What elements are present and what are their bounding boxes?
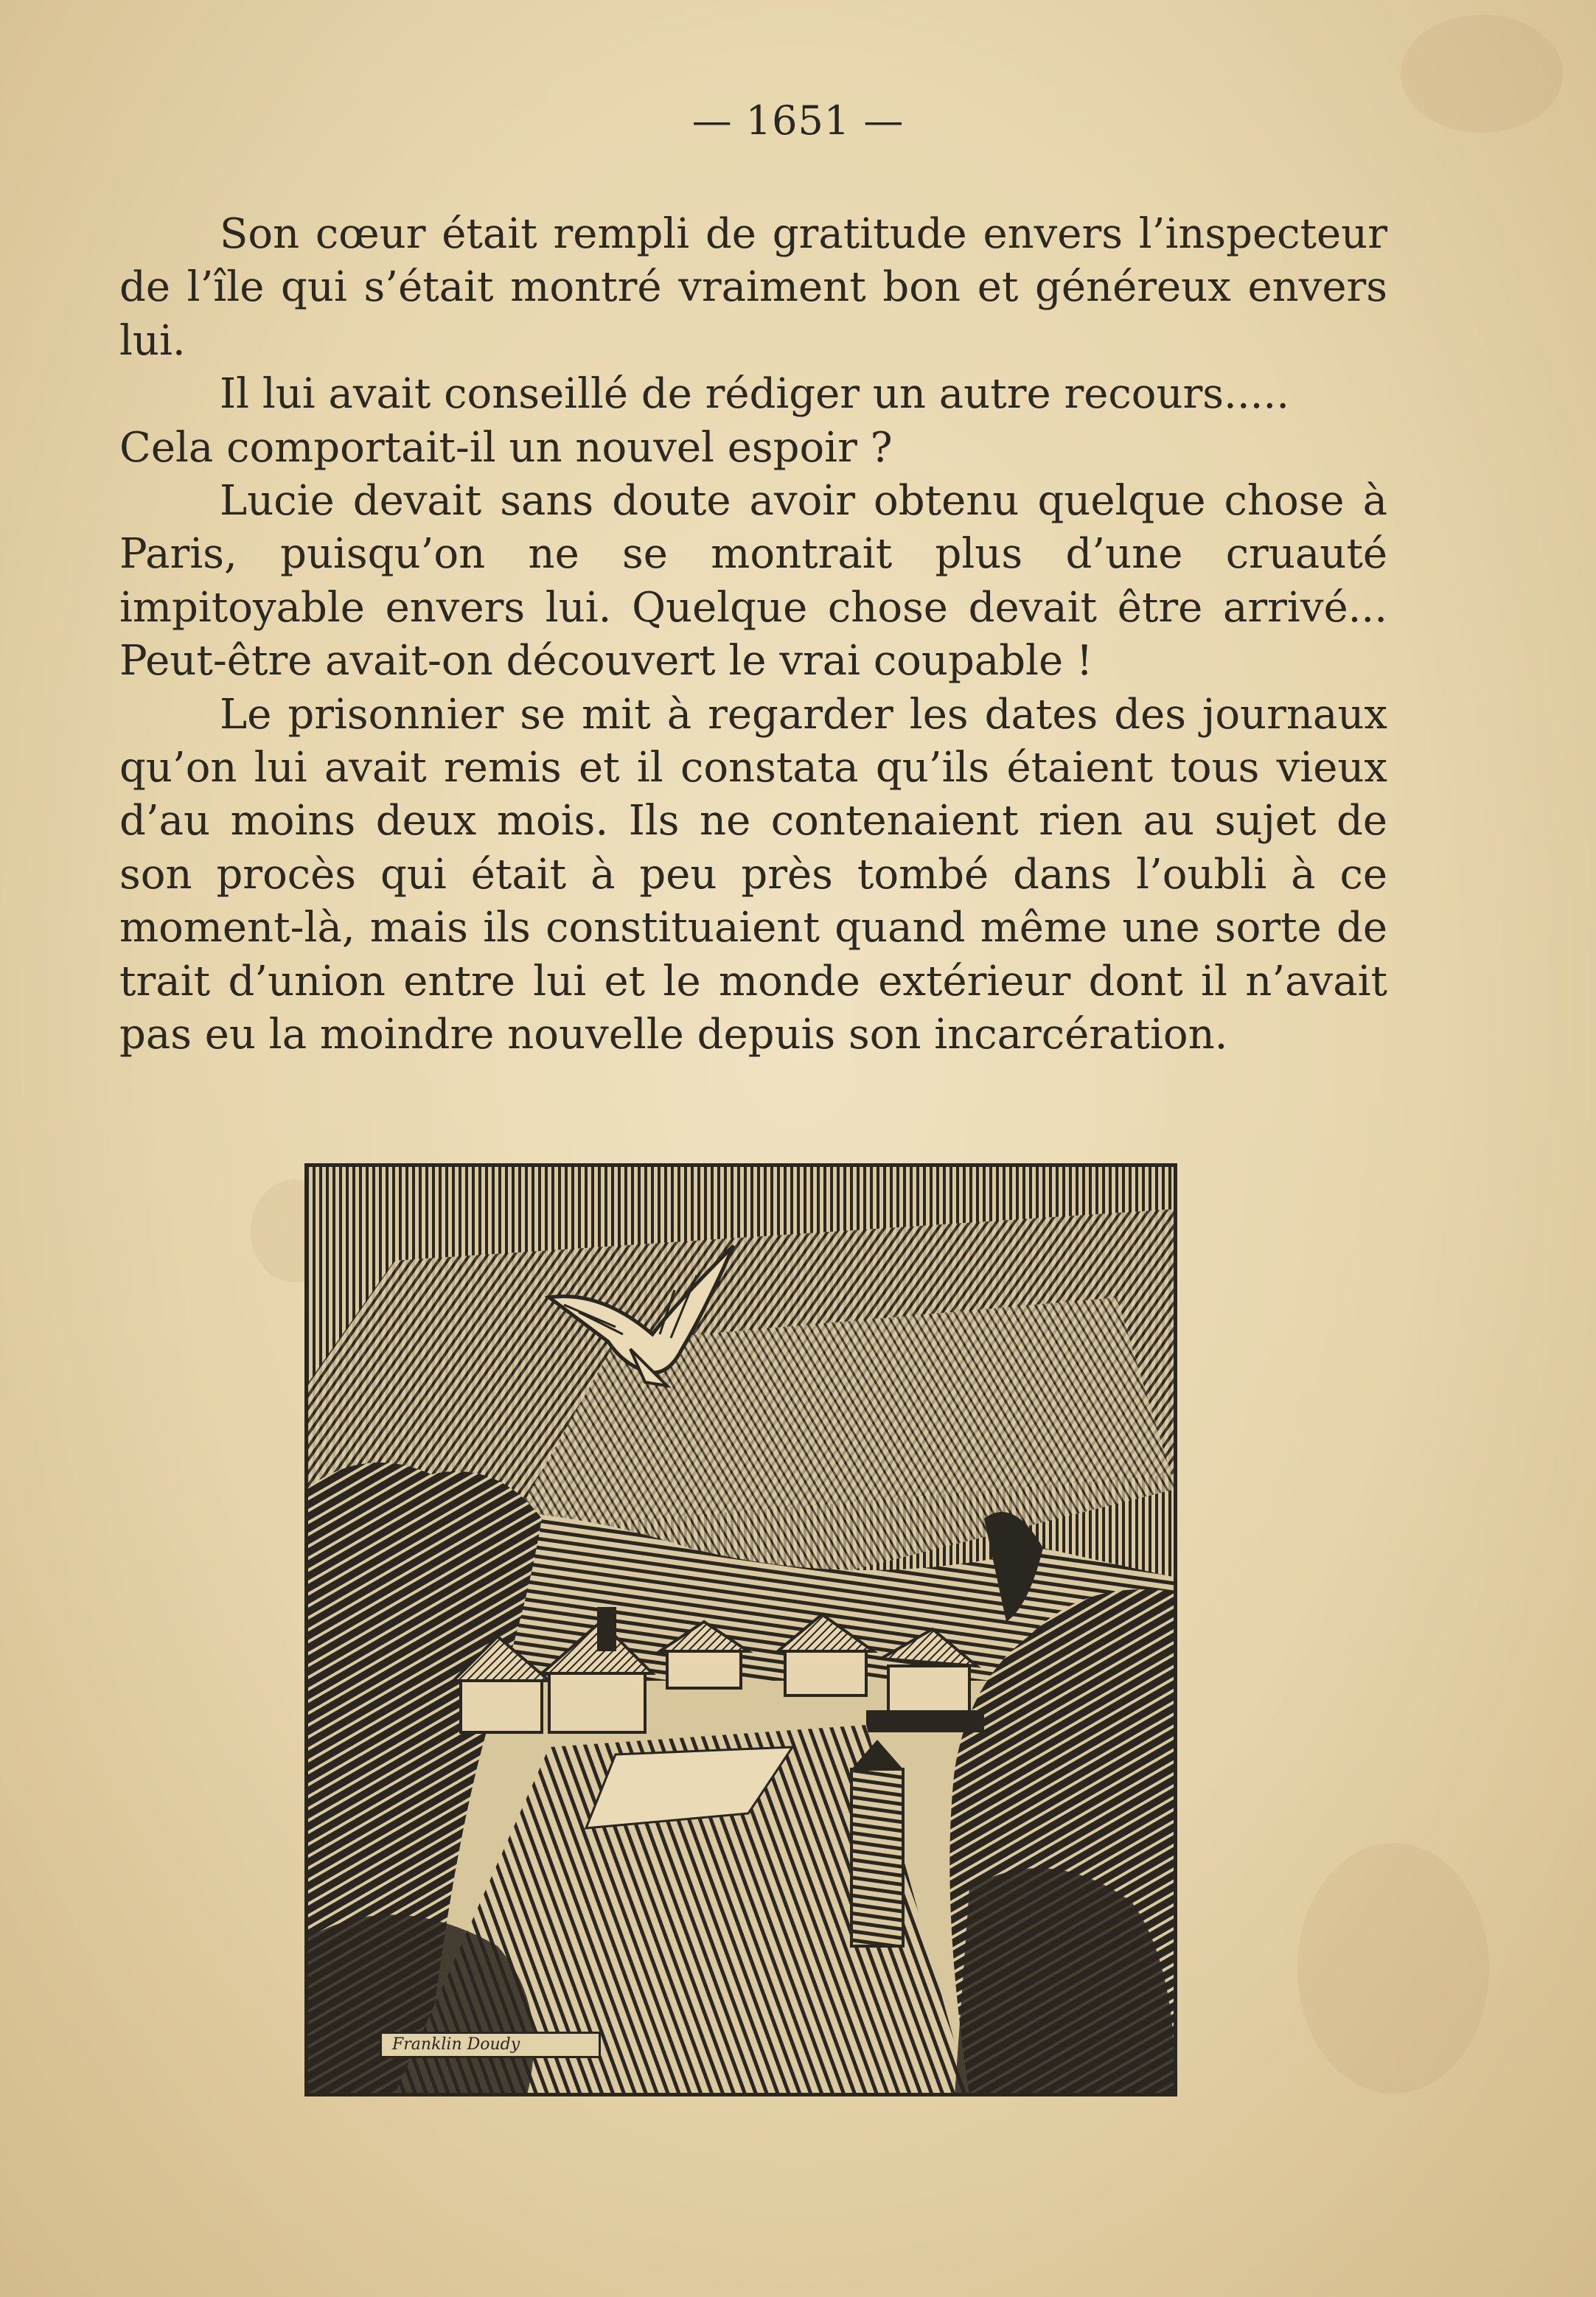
paper-stain — [1297, 1843, 1489, 2094]
artist-signature: Franklin Doudy — [380, 2032, 601, 2058]
paragraph: Cela comportait-il un nouvel espoir ? — [119, 423, 893, 472]
page-number: — 1651 — — [691, 97, 905, 144]
paragraph: Son cœur était rempli de gratitude envers l’inspecteur de l’île qui s’était montré vraiment bon et généreux envers lui. — [119, 210, 1387, 365]
body-text — [119, 208, 1387, 1062]
paragraph: Le prisonnier se mit à regarder les dates des journaux qu’on lui avait remis et il constata qu’ils étaient tous vieux d’au moins deux mois. Ils ne contenaient rien au sujet de son procès qui était à peu près tombé dans l’oubli à ce moment-là, mais ils constituaient quand même une sorte de trait d’union entre lui et le monde extérieur dont il n’avait pas eu la moindre nouvelle depuis son incarcération. — [119, 690, 1387, 1059]
woodcut-engraving — [306, 1165, 1176, 2095]
paragraph: Il lui avait conseillé de rédiger un autre recours..... — [220, 370, 1290, 419]
woodcut-illustration — [306, 1165, 1176, 2095]
paragraph: Lucie devait sans doute avoir obtenu quelque chose à Paris, puisqu’on ne se montrait plus d’une cruauté impitoyable envers lui. Quelque chose devait être arrivé... Peut-être avait-on découvert le vrai coupable ! — [119, 477, 1387, 686]
